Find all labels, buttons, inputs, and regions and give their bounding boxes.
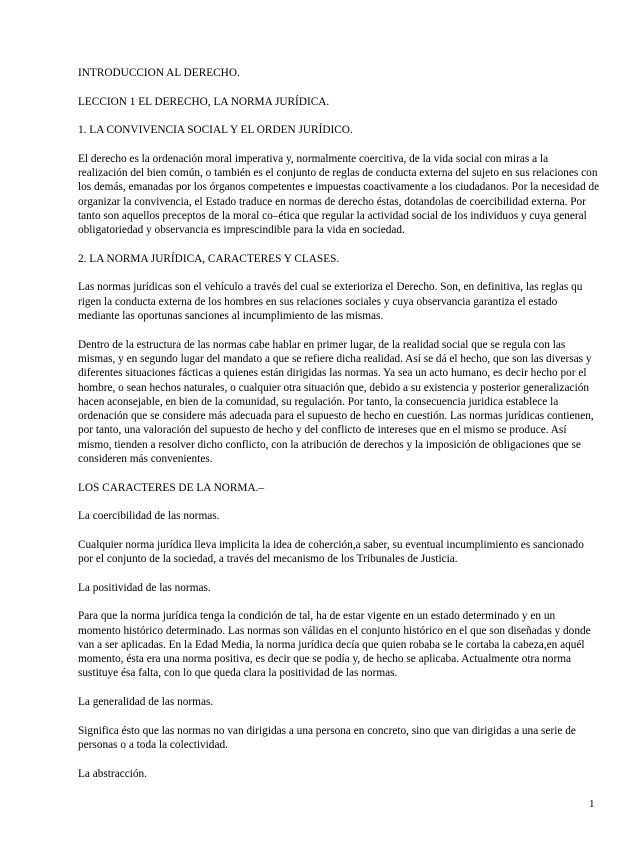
abstraction-heading: La abstracción. xyxy=(78,767,148,780)
positivity-heading: La positividad de las normas. xyxy=(78,581,211,594)
coercibility-paragraph: Cualquier norma jurídica lleva implicita la idea de coherción,a saber, su eventual incumplimiento es sancionado por el conjunto de la sociedad, a través del mecanismo de los Tribunales de Justicia. xyxy=(78,538,584,566)
generality-heading: La generalidad de las normas. xyxy=(78,696,214,709)
section-2-heading: 2. LA NORMA JURÍDICA, CARACTERES Y CLASES. xyxy=(78,252,340,265)
positivity-paragraph: Para que la norma jurídica tenga la condición de tal, ha de estar vigente en un estado determinado y en un momento histórico determinado. Las normas son válidas en el conjunto histórico en el que son diseñadas y donde van a ser aplicadas. En la Edad Media, la norma jurídica decía que quien robaba se le cortaba la cabeza,en aquél momento, ésta era una norma positiva, es decir que se podía y, de hecho se aplicaba. Actualmente otra norma sustituye ésa falta, con lo que queda clara la positividad de las normas. xyxy=(78,610,591,680)
lesson-heading: LECCION 1 EL DERECHO, LA NORMA JURÍDICA. xyxy=(78,95,330,108)
section-1-paragraph: El derecho es la ordenación moral imperativa y, normalmente coercitiva, de la vida social con miras a la realización del bien común, o también es el conjunto de reglas de conducta externa del sujeto en sus relaciones con los demás, emanadas por los órganos competentes e impuestas coactivamente a los ciudadanos. Por la necesidad de organizar la convivencia, el Estado traduce en normas de derecho éstas, dotandolas de coercibilidad externa. Por tanto son aquellos preceptos de la moral co–ética que regular la actividad social de los individuos y cuya general obligatoriedad y observancia es imprescindible para la vida en sociedad. xyxy=(78,152,600,237)
section-2-paragraph-2: Dentro de la estructura de las normas cabe hablar en primer lugar, de la realidad social que se regula con las mismas, y en segundo lugar del mandato a que se refiere dicha realidad. Así se dá el hecho, que son las diversas y diferentes situaciones fácticas a quienes están dirigidas las normas. Ya sea un acto humano, es decir hecho por el hombre, o sean hechos naturales, o cualquier otra situación que, debido a su existencia y posterior generalización hacen aconsejable, en bien de la comunidad, su regulación. Por tanto, la consecuencia juridica establece la ordenación que se considere más adecuada para el supuesto de hecho en cuestión. Las normas jurídicas contienen, por tanto, una valoración del supuesto de hecho y del conflicto de intereses que en el mismo se produce. Así mismo, tienden a resolver dicho conflicto, con la atribución de derechos y la imposición de obligaciones que se consideren más convenientes. xyxy=(78,338,594,466)
document-title: INTRODUCCION AL DERECHO. xyxy=(78,67,240,79)
generality-paragraph: Significa ésto que las normas no van dirigidas a una persona en concreto, sino que van dirigidas a una serie de personas o a toda la colectividad. xyxy=(78,724,576,751)
section-1-heading: 1. LA CONVIVENCIA SOCIAL Y EL ORDEN JURÍDICO. xyxy=(78,124,353,137)
page-number: 1 xyxy=(589,798,595,810)
section-2-paragraph-1: Las normas jurídicas son el vehículo a través del cual se exterioriza el Derecho. Son, en definitiva, las reglas qu rigen la conducta externa de los hombres en sus relaciones sociales y cuya observancia garantiza el estado mediante las oportunas sanciones al incumplimiento de las mismas. xyxy=(78,281,583,323)
characters-heading: LOS CARACTERES DE LA NORMA.– xyxy=(78,481,265,494)
coercibility-heading: La coercibilidad de las normas. xyxy=(78,510,220,523)
page-content xyxy=(78,66,600,795)
